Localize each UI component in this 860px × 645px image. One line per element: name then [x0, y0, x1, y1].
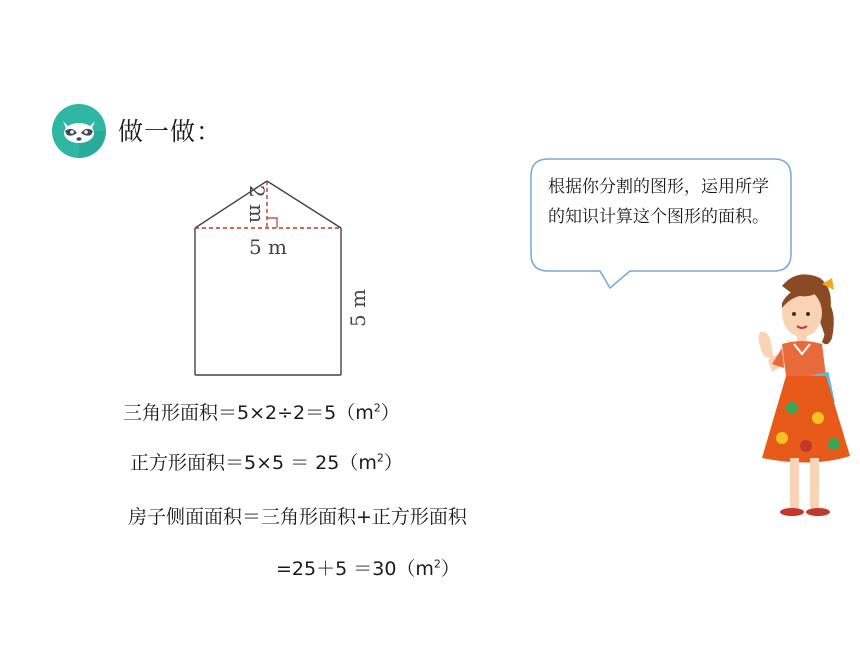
square-area-formula: 正方形面积$=5\times 5 = 25(m^2)$: [130, 451, 403, 474]
house-area-formula: 房子侧面面积＝三角形面积+正方形面积: [128, 506, 467, 528]
raccoon-icon: [52, 104, 106, 158]
bubble-text: 根据你分割的图形，运用所学的知识计算这个图形的面积。: [548, 177, 769, 227]
section-title: 做一做：: [118, 117, 223, 146]
width-label: 5 m: [248, 235, 288, 259]
roof-right: [267, 181, 341, 228]
side-label: 5 m: [346, 288, 370, 328]
height-label: 2 m: [245, 184, 269, 224]
house-area-result: $=25+5 =30(m^2)$: [276, 557, 460, 580]
house-figure: [180, 170, 400, 385]
triangle-area-formula: 三角形面积$=5\times 2\div 2=5(m^2)$: [123, 401, 400, 424]
girl-illustration: [742, 268, 854, 524]
